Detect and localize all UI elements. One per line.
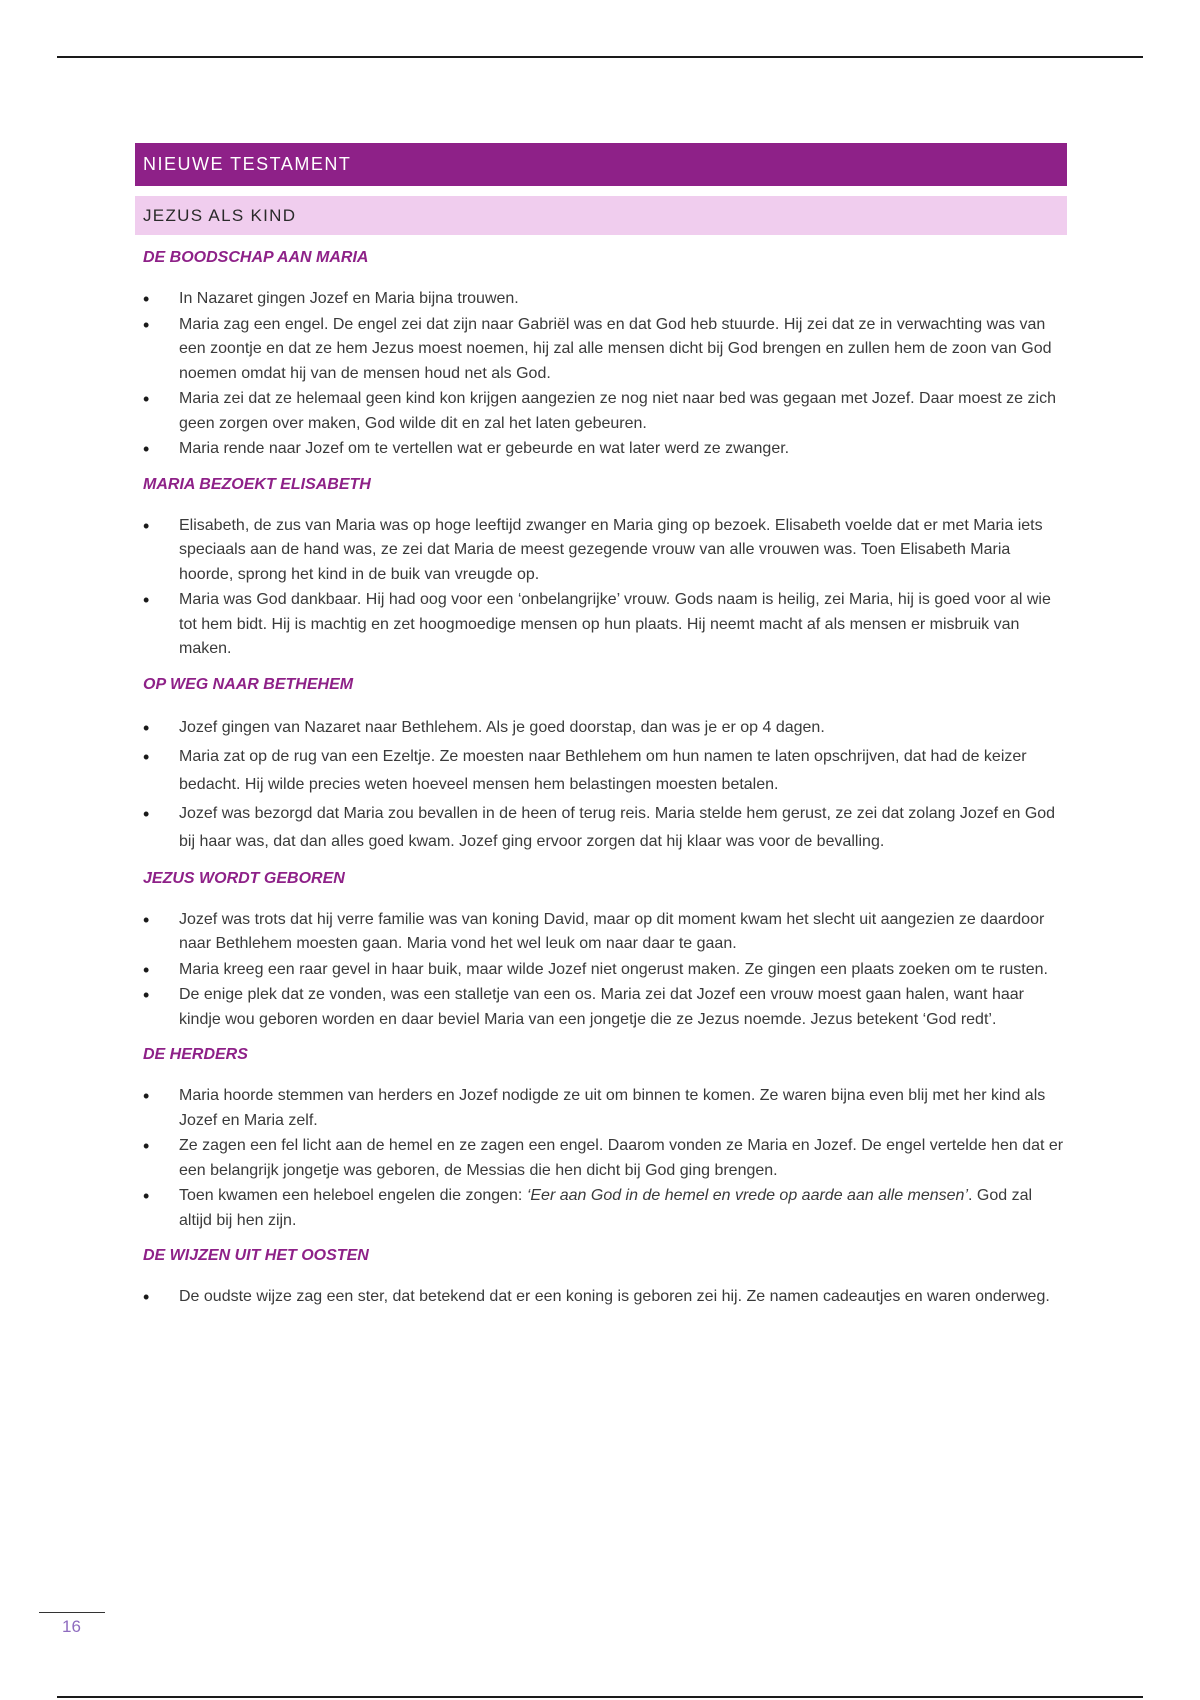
list-item: • Ze zagen een fel licht aan de hemel en ze zagen een engel. Daarom vonden ze Maria en Jozef. De engel vertelde hen dat er een belangrijk jongetje was geboren, de Messias die hen dicht bij God ging brengen.: [135, 1134, 1067, 1183]
list-item: • Jozef was bezorgd dat Maria zou bevallen in de heen of terug reis. Maria stelde hem gerust, ze zei dat zolang Jozef en God bij haar was, dat dan alles goed kwam. Jozef ging ervoor zorgen dat hij klaar was voor de bevalling.: [135, 800, 1067, 856]
header-rule: [57, 56, 1143, 58]
list-item: • Maria hoorde stemmen van herders en Jozef nodigde ze uit om binnen te komen. Ze waren bijna even blij met her kind als Jozef en Maria zelf.: [135, 1084, 1067, 1133]
list-item: • De enige plek dat ze vonden, was een stalletje van een os. Maria zei dat Jozef een vrouw moest gaan halen, want haar kindje wou geboren worden en daar beviel Maria van een jongetje die ze Jezus noemde. Jezus betekent ‘God redt’.: [135, 983, 1067, 1032]
bullet-list-elisabeth: [135, 514, 1067, 662]
heading-boodschap-aan-maria: DE BOODSCHAP AAN MARIA: [143, 249, 369, 266]
list-item: • Maria zag een engel. De engel zei dat zijn naar Gabriël was en dat God heb stuurde. Hij zei dat ze in verwachting was van een zoontje en dat ze hem Jezus moest noemen, hij zal alle mensen dicht bij God brengen en zullen hem de zoon van God noemen omdat hij van de mensen houd net als God.: [135, 313, 1067, 387]
bullet-list-herders: [135, 1084, 1067, 1233]
heading-wijzen-uit-het-oosten: DE WIJZEN UIT HET OOSTEN: [143, 1247, 369, 1264]
bullet-list-op-weg: [135, 714, 1067, 856]
list-item: • Maria kreeg een raar gevel in haar buik, maar wilde Jozef niet ongerust maken. Ze gingen een plaats zoeken om te rusten.: [135, 958, 1067, 983]
list-item: • Maria zat op de rug van een Ezeltje. Ze moesten naar Bethlehem om hun namen te laten opschrijven, dat had de keizer bedacht. Hij wilde precies weten hoeveel mensen hem belastingen moesten betalen.: [135, 743, 1067, 799]
page-number-rule: [39, 1612, 105, 1613]
bullet-list-wijzen: [135, 1285, 1067, 1310]
footer-rule: [57, 1696, 1143, 1698]
heading-jezus-wordt-geboren: JEZUS WORDT GEBOREN: [143, 869, 345, 887]
list-item: • In Nazaret gingen Jozef en Maria bijna trouwen.: [135, 287, 1067, 312]
list-item: • Jozef was trots dat hij verre familie was van koning David, maar op dit moment kwam het slecht uit aangezien ze daardoor naar Bethlehem moesten gaan. Maria vond het wel leuk om naar daar te gaan.: [135, 908, 1067, 957]
heading-op-weg-naar-bethehem: OP WEG NAAR BETHEHEM: [143, 675, 354, 693]
heading-maria-bezoekt-elisabeth: MARIA BEZOEKT ELISABETH: [143, 475, 371, 493]
list-item: • Elisabeth, de zus van Maria was op hoge leeftijd zwanger en Maria ging op bezoek. Elisabeth voelde dat er met Maria iets speciaals aan de hand was, ze zei dat Maria de meest gezegende vrouw van alle vrouwen was. Toen Elisabeth Maria hoorde, sprong het kind in de buik van vreugde op.: [135, 514, 1067, 588]
list-item: • Maria rende naar Jozef om te vertellen wat er gebeurde en wat later werd ze zwanger.: [135, 437, 1067, 462]
section-heading: NIEUWE TESTAMENT: [135, 143, 1067, 186]
heading-de-herders: DE HERDERS: [143, 1046, 248, 1063]
list-item: [135, 1184, 1067, 1233]
list-item: • Jozef gingen van Nazaret naar Bethlehem. Als je goed doorstap, dan was je er op 4 dagen.: [135, 714, 1067, 742]
bullet-list-boodschap: [135, 287, 1067, 462]
page-number: 16: [62, 1617, 81, 1636]
quote-lead-text: Toen kwamen een heleboel engelen die zongen:: [179, 1187, 527, 1204]
subsection-heading: JEZUS ALS KIND: [135, 196, 1067, 235]
page-content: [135, 143, 1067, 1311]
list-item: • Maria was God dankbaar. Hij had oog voor een ‘onbelangrijke’ vrouw. Gods naam is heilig, zei Maria, hij is goed voor al wie tot hem bidt. Hij is machtig en zet hoogmoedige mensen op hun plaats. Hij neemt macht af als mensen er misbruik van maken.: [135, 588, 1067, 662]
bullet-list-geboren: [135, 908, 1067, 1033]
list-item: • De oudste wijze zag een ster, dat betekend dat er een koning is geboren zei hij. Ze namen cadeautjes en waren onderweg.: [135, 1285, 1067, 1310]
list-item: • Maria zei dat ze helemaal geen kind kon krijgen aangezien ze nog niet naar bed was gegaan met Jozef. Daar moest ze zich geen zorgen over maken, God wilde dit en zal het laten gebeuren.: [135, 387, 1067, 436]
quote-text: ‘Eer aan God in de hemel en vrede op aarde aan alle mensen’: [526, 1187, 969, 1204]
quote-tail-text: . God zal altijd bij hen zijn.: [179, 1187, 1033, 1229]
